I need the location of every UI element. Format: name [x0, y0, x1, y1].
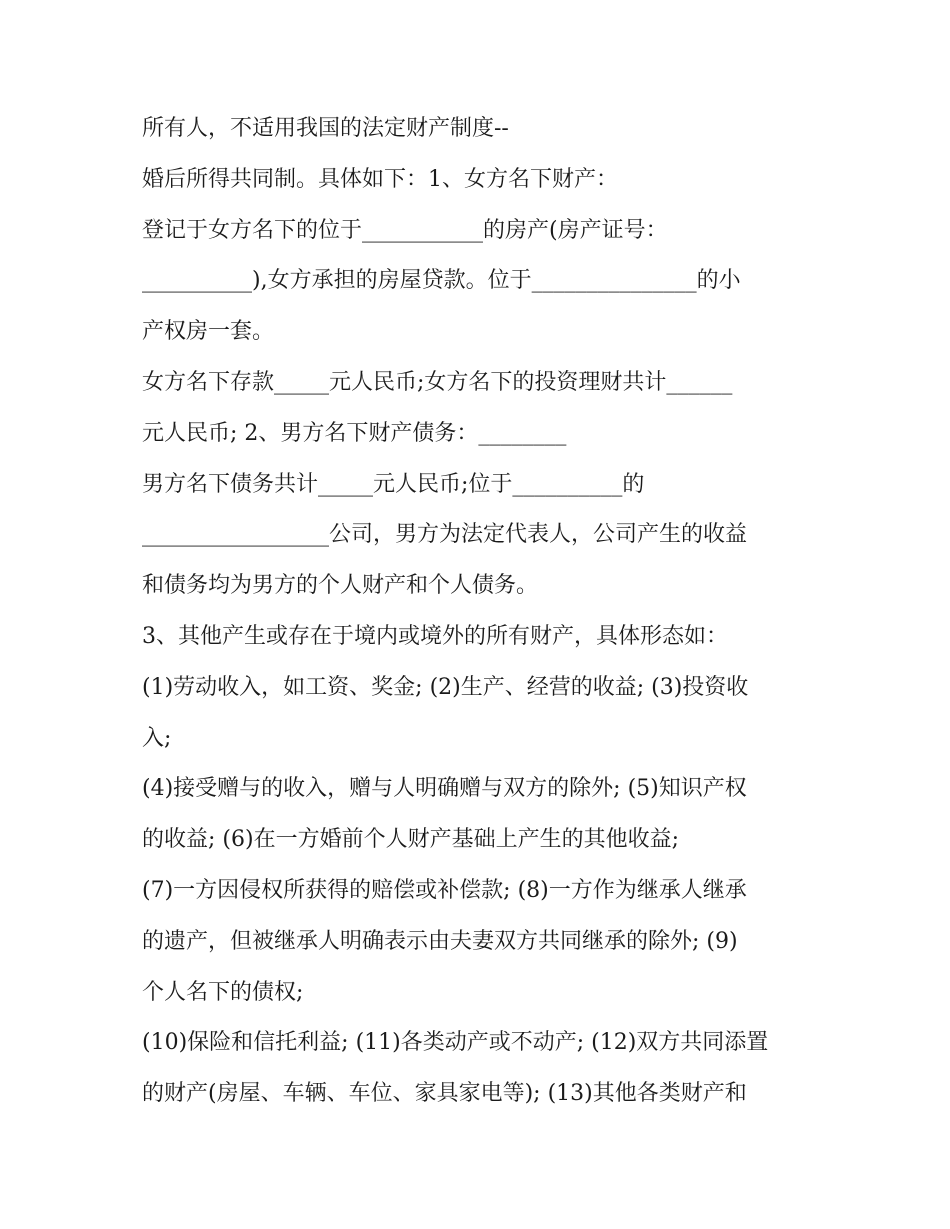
text-line: 和债务均为男方的个人财产和个人债务。 [142, 573, 539, 599]
text-line: 个人名下的债权; [142, 979, 304, 1005]
text-line: (1)劳动收入，如工资、奖金; (2)生产、经营的收益; (3)投资收 [142, 674, 749, 700]
text-line: 3、其他产生或存在于境内或境外的所有财产，具体形态如： [142, 623, 728, 649]
text-line: 女方名下存款_____元人民币;女方名下的投资理财共计______ [142, 369, 733, 395]
text-line: 的遗产，但被继承人明确表示由夫妻双方共同继承的除外; (9) [142, 928, 738, 954]
text-line: 的财产(房屋、车辆、车位、家具家电等); (13)其他各类财产和 [142, 1081, 747, 1107]
document-body [142, 104, 822, 1120]
text-line: 的收益; (6)在一方婚前个人财产基础上产生的其他收益; [142, 827, 679, 853]
text-line: (7)一方因侵权所获得的赔偿或补偿款; (8)一方作为继承人继承 [142, 877, 747, 903]
text-line: __________),女方承担的房屋贷款。位于_______________的小 [142, 268, 741, 294]
text-line: 元人民币; 2、男方名下财产债务：________ [142, 420, 567, 446]
text-line: 男方名下债务共计_____元人民币;位于__________的 [142, 471, 645, 497]
text-line: (10)保险和信托利益; (11)各类动产或不动产; (12)双方共同添置 [142, 1030, 769, 1056]
text-line: 婚后所得共同制。具体如下：1、女方名下财产： [142, 166, 618, 192]
text-line: 产权房一套。 [142, 319, 275, 345]
text-line: 入; [142, 725, 172, 751]
text-line: 登记于女方名下的位于___________的房产(房产证号： [142, 217, 668, 243]
text-line: _________________公司，男方为法定代表人，公司产生的收益 [142, 522, 748, 548]
text-line: (4)接受赠与的收入，赠与人明确赠与双方的除外; (5)知识产权 [142, 776, 747, 802]
text-line: 所有人，不适用我国的法定财产制度-- [142, 116, 509, 141]
